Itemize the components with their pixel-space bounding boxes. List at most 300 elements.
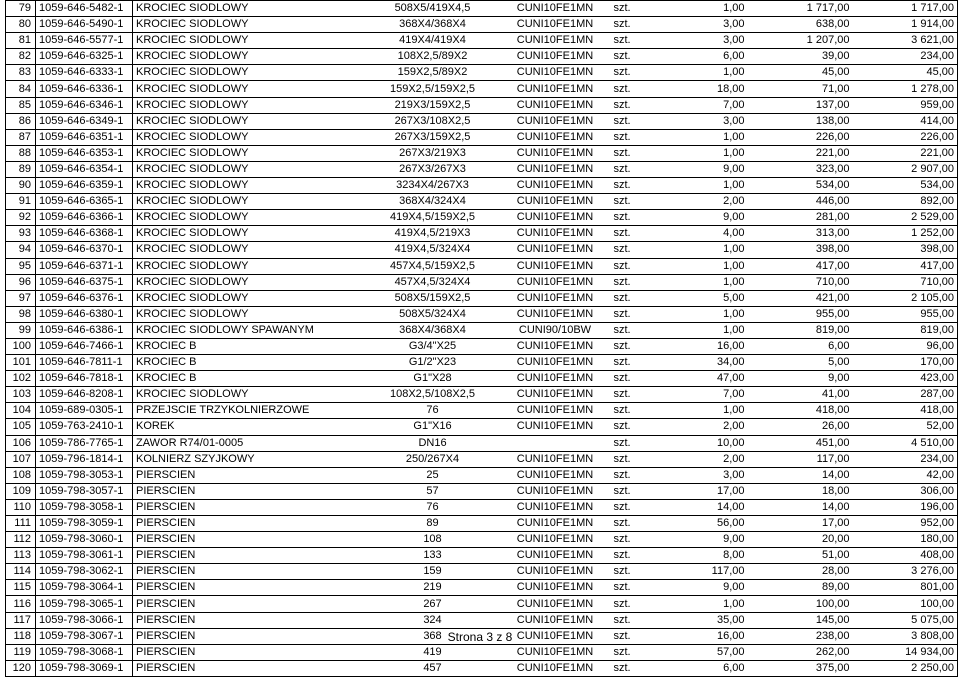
- item-code-cell: 1059-763-2410-1: [36, 419, 133, 435]
- unit-price-cell: 710,00: [748, 274, 853, 290]
- total-value-cell: 959,00: [853, 97, 958, 113]
- quantity-cell: 10,00: [663, 435, 748, 451]
- unit-cell: szt.: [608, 403, 663, 419]
- dimensions-cell: 508X5/159X2,5: [363, 290, 503, 306]
- dimensions-cell: 133: [363, 548, 503, 564]
- table-row: [6, 33, 958, 49]
- material-cell: CUNI10FE1MN: [503, 81, 608, 97]
- unit-cell: szt.: [608, 242, 663, 258]
- unit-cell: szt.: [608, 451, 663, 467]
- item-name-cell: PIERSCIEN: [133, 564, 363, 580]
- parts-table: [5, 0, 958, 677]
- unit-price-cell: 819,00: [748, 322, 853, 338]
- material-cell: CUNI10FE1MN: [503, 258, 608, 274]
- unit-price-cell: 238,00: [748, 628, 853, 644]
- unit-cell: szt.: [608, 371, 663, 387]
- unit-price-cell: 221,00: [748, 145, 853, 161]
- unit-price-cell: 26,00: [748, 419, 853, 435]
- table-row: [6, 499, 958, 515]
- material-cell: CUNI10FE1MN: [503, 210, 608, 226]
- unit-cell: szt.: [608, 226, 663, 242]
- material-cell: CUNI10FE1MN: [503, 612, 608, 628]
- unit-price-cell: 398,00: [748, 242, 853, 258]
- total-value-cell: 418,00: [853, 403, 958, 419]
- table-row: [6, 129, 958, 145]
- item-code-cell: 1059-646-6365-1: [36, 194, 133, 210]
- dimensions-cell: 108: [363, 532, 503, 548]
- unit-price-cell: 375,00: [748, 660, 853, 676]
- total-value-cell: 234,00: [853, 49, 958, 65]
- item-code-cell: 1059-798-3062-1: [36, 564, 133, 580]
- dimensions-cell: 159X2,5/159X2,5: [363, 81, 503, 97]
- material-cell: CUNI10FE1MN: [503, 226, 608, 242]
- row-number-cell: 102: [6, 371, 36, 387]
- total-value-cell: 226,00: [853, 129, 958, 145]
- table-row: [6, 403, 958, 419]
- total-value-cell: 170,00: [853, 355, 958, 371]
- table-row: [6, 371, 958, 387]
- item-name-cell: ZAWOR R74/01-0005: [133, 435, 363, 451]
- item-name-cell: KROCIEC SIODLOWY: [133, 387, 363, 403]
- table-row: [6, 306, 958, 322]
- item-name-cell: KROCIEC SIODLOWY: [133, 145, 363, 161]
- quantity-cell: 1,00: [663, 65, 748, 81]
- item-name-cell: KROCIEC SIODLOWY: [133, 210, 363, 226]
- dimensions-cell: 267X3/108X2,5: [363, 113, 503, 129]
- total-value-cell: 52,00: [853, 419, 958, 435]
- dimensions-cell: 368: [363, 628, 503, 644]
- row-number-cell: 111: [6, 516, 36, 532]
- material-cell: CUNI10FE1MN: [503, 564, 608, 580]
- unit-price-cell: 6,00: [748, 338, 853, 354]
- unit-cell: szt.: [608, 612, 663, 628]
- row-number-cell: 93: [6, 226, 36, 242]
- table-row: [6, 387, 958, 403]
- row-number-cell: 98: [6, 306, 36, 322]
- material-cell: CUNI10FE1MN: [503, 532, 608, 548]
- dimensions-cell: 219X3/159X2,5: [363, 97, 503, 113]
- quantity-cell: 9,00: [663, 580, 748, 596]
- item-name-cell: KROCIEC SIODLOWY: [133, 226, 363, 242]
- quantity-cell: 3,00: [663, 33, 748, 49]
- item-name-cell: PIERSCIEN: [133, 548, 363, 564]
- item-name-cell: KROCIEC SIODLOWY: [133, 81, 363, 97]
- item-code-cell: 1059-646-6325-1: [36, 49, 133, 65]
- table-row: [6, 290, 958, 306]
- item-name-cell: PRZEJSCIE TRZYKOLNIERZOWE: [133, 403, 363, 419]
- item-code-cell: 1059-646-7811-1: [36, 355, 133, 371]
- unit-cell: szt.: [608, 145, 663, 161]
- row-number-cell: 103: [6, 387, 36, 403]
- dimensions-cell: 457X4,5/324X4: [363, 274, 503, 290]
- quantity-cell: 6,00: [663, 660, 748, 676]
- unit-cell: szt.: [608, 338, 663, 354]
- unit-price-cell: 226,00: [748, 129, 853, 145]
- table-row: [6, 580, 958, 596]
- dimensions-cell: 419: [363, 644, 503, 660]
- row-number-cell: 99: [6, 322, 36, 338]
- row-number-cell: 120: [6, 660, 36, 676]
- total-value-cell: 955,00: [853, 306, 958, 322]
- table-row: [6, 274, 958, 290]
- unit-cell: szt.: [608, 178, 663, 194]
- row-number-cell: 83: [6, 65, 36, 81]
- unit-price-cell: 14,00: [748, 499, 853, 515]
- dimensions-cell: 108X2,5/89X2: [363, 49, 503, 65]
- item-code-cell: 1059-798-3066-1: [36, 612, 133, 628]
- total-value-cell: 710,00: [853, 274, 958, 290]
- unit-cell: szt.: [608, 322, 663, 338]
- item-name-cell: KROCIEC SIODLOWY: [133, 161, 363, 177]
- quantity-cell: 1,00: [663, 274, 748, 290]
- material-cell: CUNI90/10BW: [503, 322, 608, 338]
- material-cell: CUNI10FE1MN: [503, 451, 608, 467]
- item-code-cell: 1059-646-7466-1: [36, 338, 133, 354]
- item-code-cell: 1059-646-6351-1: [36, 129, 133, 145]
- dimensions-cell: 108X2,5/108X2,5: [363, 387, 503, 403]
- material-cell: CUNI10FE1MN: [503, 129, 608, 145]
- quantity-cell: 7,00: [663, 97, 748, 113]
- row-number-cell: 97: [6, 290, 36, 306]
- dimensions-cell: 76: [363, 499, 503, 515]
- row-number-cell: 88: [6, 145, 36, 161]
- item-name-cell: KROCIEC SIODLOWY: [133, 113, 363, 129]
- item-code-cell: 1059-646-6375-1: [36, 274, 133, 290]
- dimensions-cell: 368X4/324X4: [363, 194, 503, 210]
- dimensions-cell: 159: [363, 564, 503, 580]
- table-row: [6, 17, 958, 33]
- unit-cell: szt.: [608, 532, 663, 548]
- material-cell: CUNI10FE1MN: [503, 242, 608, 258]
- unit-price-cell: 1 207,00: [748, 33, 853, 49]
- table-row: [6, 322, 958, 338]
- item-code-cell: 1059-646-7818-1: [36, 371, 133, 387]
- page-number: Strona 3 z 8: [447, 630, 513, 644]
- quantity-cell: 1,00: [663, 1, 748, 17]
- item-code-cell: 1059-646-5490-1: [36, 17, 133, 33]
- unit-cell: szt.: [608, 81, 663, 97]
- unit-cell: szt.: [608, 161, 663, 177]
- dimensions-cell: 76: [363, 403, 503, 419]
- item-name-cell: KROCIEC SIODLOWY: [133, 290, 363, 306]
- quantity-cell: 5,00: [663, 290, 748, 306]
- unit-cell: szt.: [608, 210, 663, 226]
- quantity-cell: 2,00: [663, 451, 748, 467]
- material-cell: CUNI10FE1MN: [503, 290, 608, 306]
- item-name-cell: PIERSCIEN: [133, 516, 363, 532]
- row-number-cell: 85: [6, 97, 36, 113]
- quantity-cell: 8,00: [663, 548, 748, 564]
- total-value-cell: 3 276,00: [853, 564, 958, 580]
- item-code-cell: 1059-798-3059-1: [36, 516, 133, 532]
- material-cell: CUNI10FE1MN: [503, 274, 608, 290]
- material-cell: CUNI10FE1MN: [503, 580, 608, 596]
- quantity-cell: 35,00: [663, 612, 748, 628]
- table-row: [6, 1, 958, 17]
- material-cell: CUNI10FE1MN: [503, 467, 608, 483]
- item-name-cell: KROCIEC SIODLOWY: [133, 65, 363, 81]
- dimensions-cell: 419X4/419X4: [363, 33, 503, 49]
- material-cell: CUNI10FE1MN: [503, 548, 608, 564]
- unit-price-cell: 5,00: [748, 355, 853, 371]
- quantity-cell: 7,00: [663, 387, 748, 403]
- dimensions-cell: 219: [363, 580, 503, 596]
- table-row: [6, 483, 958, 499]
- quantity-cell: 6,00: [663, 49, 748, 65]
- total-value-cell: 801,00: [853, 580, 958, 596]
- unit-cell: szt.: [608, 516, 663, 532]
- item-name-cell: KROCIEC SIODLOWY: [133, 194, 363, 210]
- unit-price-cell: 41,00: [748, 387, 853, 403]
- item-name-cell: PIERSCIEN: [133, 644, 363, 660]
- table-row: [6, 419, 958, 435]
- unit-price-cell: 39,00: [748, 49, 853, 65]
- unit-cell: szt.: [608, 596, 663, 612]
- item-name-cell: PIERSCIEN: [133, 499, 363, 515]
- item-name-cell: KROCIEC B: [133, 355, 363, 371]
- unit-price-cell: 89,00: [748, 580, 853, 596]
- parts-table-container: [5, 0, 958, 677]
- dimensions-cell: G1/2"X23: [363, 355, 503, 371]
- total-value-cell: 196,00: [853, 499, 958, 515]
- total-value-cell: 1 252,00: [853, 226, 958, 242]
- material-cell: CUNI10FE1MN: [503, 194, 608, 210]
- unit-price-cell: 28,00: [748, 564, 853, 580]
- material-cell: CUNI10FE1MN: [503, 338, 608, 354]
- item-code-cell: 1059-646-6333-1: [36, 65, 133, 81]
- table-row: [6, 355, 958, 371]
- dimensions-cell: 57: [363, 483, 503, 499]
- unit-price-cell: 18,00: [748, 483, 853, 499]
- unit-cell: szt.: [608, 97, 663, 113]
- row-number-cell: 86: [6, 113, 36, 129]
- dimensions-cell: G1"X28: [363, 371, 503, 387]
- item-name-cell: PIERSCIEN: [133, 580, 363, 596]
- unit-cell: szt.: [608, 290, 663, 306]
- item-code-cell: 1059-646-6386-1: [36, 322, 133, 338]
- table-row: [6, 178, 958, 194]
- total-value-cell: 306,00: [853, 483, 958, 499]
- unit-price-cell: 313,00: [748, 226, 853, 242]
- item-name-cell: KROCIEC SIODLOWY SPAWANYM: [133, 322, 363, 338]
- item-code-cell: 1059-646-6366-1: [36, 210, 133, 226]
- quantity-cell: 47,00: [663, 371, 748, 387]
- row-number-cell: 81: [6, 33, 36, 49]
- quantity-cell: 9,00: [663, 161, 748, 177]
- material-cell: CUNI10FE1MN: [503, 1, 608, 17]
- item-code-cell: 1059-786-7765-1: [36, 435, 133, 451]
- item-name-cell: PIERSCIEN: [133, 628, 363, 644]
- dimensions-cell: 267X3/267X3: [363, 161, 503, 177]
- item-code-cell: 1059-796-1814-1: [36, 451, 133, 467]
- quantity-cell: 57,00: [663, 644, 748, 660]
- row-number-cell: 109: [6, 483, 36, 499]
- total-value-cell: 3 808,00: [853, 628, 958, 644]
- unit-price-cell: 138,00: [748, 113, 853, 129]
- item-name-cell: PIERSCIEN: [133, 483, 363, 499]
- row-number-cell: 89: [6, 161, 36, 177]
- unit-cell: szt.: [608, 435, 663, 451]
- item-name-cell: KOLNIERZ SZYJKOWY: [133, 451, 363, 467]
- item-name-cell: PIERSCIEN: [133, 532, 363, 548]
- row-number-cell: 116: [6, 596, 36, 612]
- quantity-cell: 17,00: [663, 483, 748, 499]
- unit-price-cell: 117,00: [748, 451, 853, 467]
- quantity-cell: 4,00: [663, 226, 748, 242]
- row-number-cell: 113: [6, 548, 36, 564]
- quantity-cell: 3,00: [663, 17, 748, 33]
- material-cell: CUNI10FE1MN: [503, 145, 608, 161]
- row-number-cell: 118: [6, 628, 36, 644]
- row-number-cell: 101: [6, 355, 36, 371]
- total-value-cell: 221,00: [853, 145, 958, 161]
- unit-price-cell: 421,00: [748, 290, 853, 306]
- material-cell: CUNI10FE1MN: [503, 355, 608, 371]
- row-number-cell: 80: [6, 17, 36, 33]
- dimensions-cell: 25: [363, 467, 503, 483]
- quantity-cell: 1,00: [663, 258, 748, 274]
- item-code-cell: 1059-798-3058-1: [36, 499, 133, 515]
- unit-cell: szt.: [608, 387, 663, 403]
- material-cell: CUNI10FE1MN: [503, 65, 608, 81]
- unit-cell: szt.: [608, 17, 663, 33]
- dimensions-cell: 508X5/324X4: [363, 306, 503, 322]
- table-row: [6, 210, 958, 226]
- quantity-cell: 1,00: [663, 129, 748, 145]
- dimensions-cell: 89: [363, 516, 503, 532]
- dimensions-cell: 267: [363, 596, 503, 612]
- quantity-cell: 16,00: [663, 338, 748, 354]
- row-number-cell: 79: [6, 1, 36, 17]
- table-row: [6, 467, 958, 483]
- unit-price-cell: 638,00: [748, 17, 853, 33]
- item-name-cell: KROCIEC SIODLOWY: [133, 306, 363, 322]
- unit-cell: szt.: [608, 580, 663, 596]
- item-code-cell: 1059-646-6380-1: [36, 306, 133, 322]
- table-row: [6, 113, 958, 129]
- dimensions-cell: 419X4,5/159X2,5: [363, 210, 503, 226]
- table-row: [6, 258, 958, 274]
- total-value-cell: 4 510,00: [853, 435, 958, 451]
- item-code-cell: 1059-646-6349-1: [36, 113, 133, 129]
- item-code-cell: 1059-646-8208-1: [36, 387, 133, 403]
- item-code-cell: 1059-646-6336-1: [36, 81, 133, 97]
- total-value-cell: 408,00: [853, 548, 958, 564]
- row-number-cell: 95: [6, 258, 36, 274]
- row-number-cell: 105: [6, 419, 36, 435]
- total-value-cell: 1 717,00: [853, 1, 958, 17]
- material-cell: CUNI10FE1MN: [503, 499, 608, 515]
- item-name-cell: KROCIEC SIODLOWY: [133, 178, 363, 194]
- quantity-cell: 1,00: [663, 145, 748, 161]
- row-number-cell: 92: [6, 210, 36, 226]
- quantity-cell: 16,00: [663, 628, 748, 644]
- table-row: [6, 612, 958, 628]
- dimensions-cell: 508X5/419X4,5: [363, 1, 503, 17]
- material-cell: CUNI10FE1MN: [503, 49, 608, 65]
- quantity-cell: 3,00: [663, 467, 748, 483]
- item-code-cell: 1059-646-6370-1: [36, 242, 133, 258]
- material-cell: CUNI10FE1MN: [503, 419, 608, 435]
- total-value-cell: 417,00: [853, 258, 958, 274]
- item-code-cell: 1059-798-3060-1: [36, 532, 133, 548]
- unit-cell: szt.: [608, 467, 663, 483]
- table-row: [6, 65, 958, 81]
- material-cell: CUNI10FE1MN: [503, 644, 608, 660]
- unit-cell: szt.: [608, 49, 663, 65]
- unit-price-cell: 100,00: [748, 596, 853, 612]
- total-value-cell: 5 075,00: [853, 612, 958, 628]
- unit-cell: szt.: [608, 194, 663, 210]
- total-value-cell: 100,00: [853, 596, 958, 612]
- quantity-cell: 2,00: [663, 194, 748, 210]
- row-number-cell: 104: [6, 403, 36, 419]
- row-number-cell: 107: [6, 451, 36, 467]
- dimensions-cell: 419X4,5/219X3: [363, 226, 503, 242]
- total-value-cell: 2 907,00: [853, 161, 958, 177]
- item-name-cell: KROCIEC SIODLOWY: [133, 17, 363, 33]
- item-code-cell: 1059-646-6359-1: [36, 178, 133, 194]
- unit-cell: szt.: [608, 33, 663, 49]
- dimensions-cell: 368X4/368X4: [363, 17, 503, 33]
- material-cell: CUNI10FE1MN: [503, 113, 608, 129]
- quantity-cell: 14,00: [663, 499, 748, 515]
- table-row: [6, 97, 958, 113]
- quantity-cell: 117,00: [663, 564, 748, 580]
- item-code-cell: 1059-646-5482-1: [36, 1, 133, 17]
- total-value-cell: 892,00: [853, 194, 958, 210]
- material-cell: CUNI10FE1MN: [503, 516, 608, 532]
- dimensions-cell: 3234X4/267X3: [363, 178, 503, 194]
- row-number-cell: 90: [6, 178, 36, 194]
- unit-price-cell: 45,00: [748, 65, 853, 81]
- total-value-cell: 287,00: [853, 387, 958, 403]
- item-name-cell: KROCIEC SIODLOWY: [133, 33, 363, 49]
- unit-price-cell: 145,00: [748, 612, 853, 628]
- item-code-cell: 1059-798-3067-1: [36, 628, 133, 644]
- table-row: [6, 516, 958, 532]
- dimensions-cell: 457: [363, 660, 503, 676]
- unit-price-cell: 20,00: [748, 532, 853, 548]
- row-number-cell: 96: [6, 274, 36, 290]
- item-name-cell: KROCIEC SIODLOWY: [133, 242, 363, 258]
- table-row: [6, 226, 958, 242]
- table-row: [6, 644, 958, 660]
- quantity-cell: 1,00: [663, 596, 748, 612]
- table-row: [6, 81, 958, 97]
- item-name-cell: PIERSCIEN: [133, 467, 363, 483]
- unit-price-cell: 418,00: [748, 403, 853, 419]
- unit-cell: szt.: [608, 1, 663, 17]
- table-row: [6, 338, 958, 354]
- total-value-cell: 952,00: [853, 516, 958, 532]
- unit-cell: szt.: [608, 274, 663, 290]
- total-value-cell: 96,00: [853, 338, 958, 354]
- item-code-cell: 1059-798-3057-1: [36, 483, 133, 499]
- material-cell: CUNI10FE1MN: [503, 387, 608, 403]
- quantity-cell: 3,00: [663, 113, 748, 129]
- dimensions-cell: 267X3/219X3: [363, 145, 503, 161]
- material-cell: CUNI10FE1MN: [503, 371, 608, 387]
- unit-price-cell: 9,00: [748, 371, 853, 387]
- material-cell: CUNI10FE1MN: [503, 596, 608, 612]
- item-code-cell: 1059-798-3061-1: [36, 548, 133, 564]
- dimensions-cell: G3/4"X25: [363, 338, 503, 354]
- quantity-cell: 1,00: [663, 242, 748, 258]
- material-cell: [503, 435, 608, 451]
- material-cell: CUNI10FE1MN: [503, 97, 608, 113]
- unit-cell: szt.: [608, 548, 663, 564]
